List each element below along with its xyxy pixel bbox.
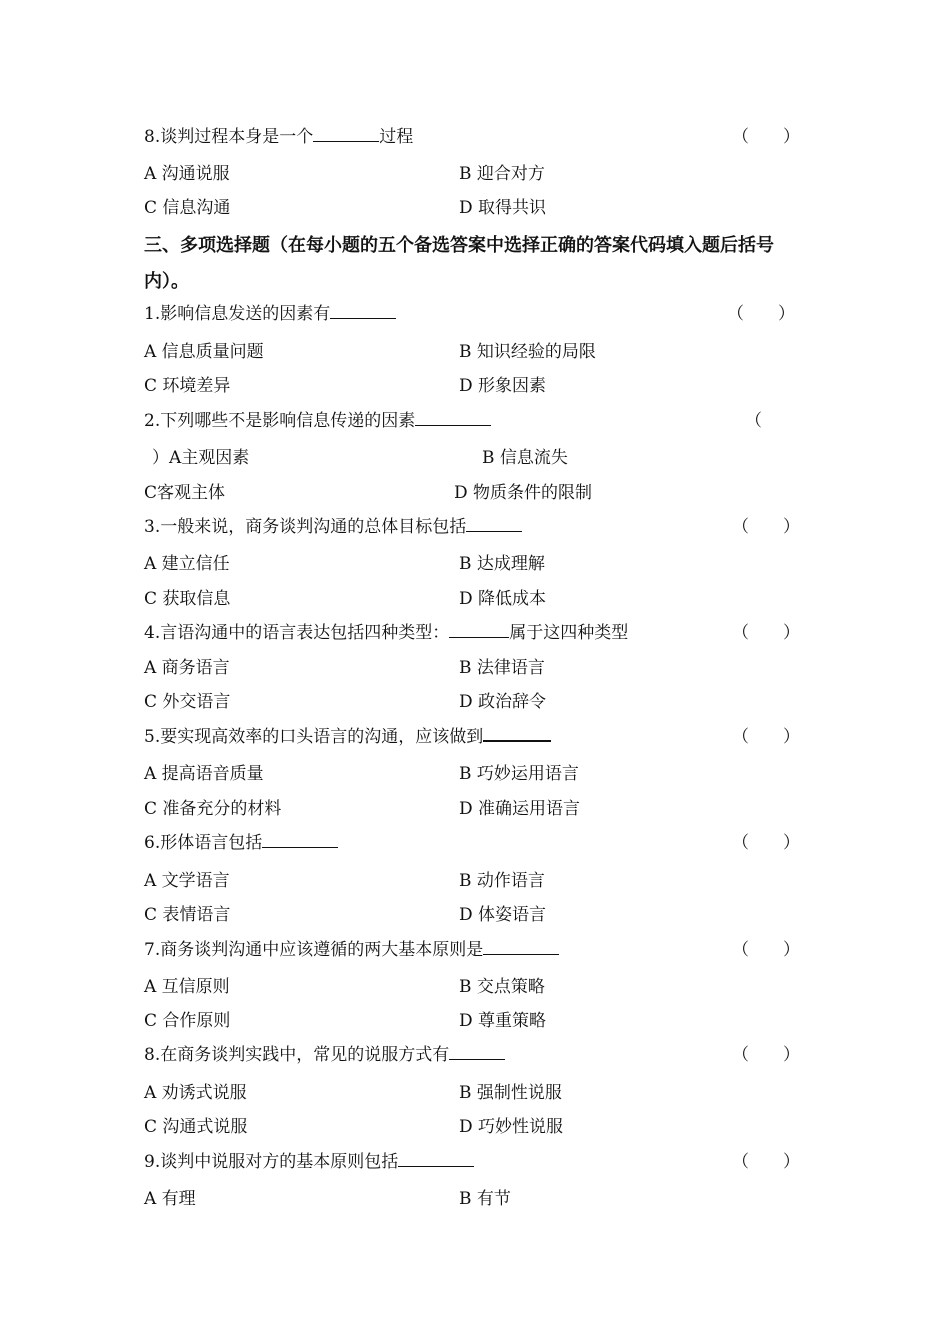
option-b: B 巧妙运用语言 <box>459 764 579 784</box>
option-c: C客观主体 <box>144 483 226 503</box>
answer-blank <box>449 623 509 638</box>
answer-parentheses: （ ） <box>727 304 795 324</box>
option-d: D 取得共识 <box>459 198 547 218</box>
option-c: C 沟通式说服 <box>144 1117 248 1137</box>
question-stem <box>144 1150 474 1174</box>
option-b: B 法律语言 <box>459 658 545 678</box>
answer-parentheses: （ ） <box>732 940 800 960</box>
answer-parentheses: （ ） <box>732 1045 800 1065</box>
answer-blank <box>483 940 559 955</box>
stem-text: 6.形体语言包括 <box>144 833 263 853</box>
option-b: B 达成理解 <box>459 554 545 574</box>
option-d: D 体姿语言 <box>459 905 547 925</box>
option-d: D 降低成本 <box>459 589 547 609</box>
option-d: D 巧妙性说服 <box>459 1117 564 1137</box>
answer-parentheses: （ ） <box>732 517 800 537</box>
stem-text: 过程 <box>379 127 414 147</box>
option-c: C 准备充分的材料 <box>144 799 282 819</box>
option-d: D 形象因素 <box>459 376 547 396</box>
option-a: A 互信原则 <box>144 977 230 997</box>
option-a: A 提高语音质量 <box>144 764 264 784</box>
section-heading: 三、多项选择题（在每小题的五个备选答案中选择正确的答案代码填入题后括号内）。 <box>144 235 774 292</box>
option-b: B 强制性说服 <box>459 1083 562 1103</box>
answer-blank <box>398 1152 474 1167</box>
answer-blank <box>313 127 379 142</box>
question-stem <box>144 831 338 855</box>
question-stem <box>144 409 491 433</box>
option-a: A 文学语言 <box>144 871 230 891</box>
question-stem <box>144 515 522 539</box>
question-stem <box>144 302 396 326</box>
option-c: C 表情语言 <box>144 905 231 925</box>
option-d: D 物质条件的限制 <box>454 483 593 503</box>
answer-parentheses: （ ） <box>732 127 800 147</box>
stem-text: 2.下列哪些不是影响信息传递的因素 <box>144 411 416 431</box>
option-a: A 商务语言 <box>144 658 230 678</box>
answer-blank <box>466 517 522 532</box>
stem-text: 9.谈判中说服对方的基本原则包括 <box>144 1152 399 1172</box>
option-a: A 建立信任 <box>144 554 230 574</box>
option-b: B 信息流失 <box>482 448 568 468</box>
option-d: D 准确运用语言 <box>459 799 581 819</box>
option-c: C 合作原则 <box>144 1011 231 1031</box>
stem-text: 8.在商务谈判实践中，常见的说服方式有 <box>144 1045 450 1065</box>
stem-text: 4.言语沟通中的语言表达包括四种类型： <box>144 623 450 643</box>
stem-text: 属于这四种类型 <box>509 623 629 643</box>
option-d: D 政治辞令 <box>459 692 547 712</box>
option-b: B 迎合对方 <box>459 164 545 184</box>
stem-text: 7.商务谈判沟通中应该遵循的两大基本原则是 <box>144 940 484 960</box>
option-c: C 外交语言 <box>144 692 231 712</box>
option-b: B 知识经验的局限 <box>459 342 596 362</box>
answer-blank <box>483 726 551 742</box>
stem-text: 1.影响信息发送的因素有 <box>144 304 331 324</box>
stem-text: 3.一般来说，商务谈判沟通的总体目标包括 <box>144 517 467 537</box>
option-c: C 获取信息 <box>144 589 231 609</box>
question-stem <box>144 938 559 962</box>
option-a: A 沟通说服 <box>144 164 230 184</box>
answer-blank <box>449 1045 505 1060</box>
option-c: C 环境差异 <box>144 376 231 396</box>
question-stem <box>144 621 628 645</box>
answer-parentheses: （ ） <box>732 1152 800 1172</box>
option-c: C 信息沟通 <box>144 198 231 218</box>
answer-parentheses: （ <box>745 411 762 431</box>
option-b: B 交点策略 <box>459 977 545 997</box>
question-stem <box>144 1043 505 1067</box>
option-a: ）A主观因素 <box>152 448 250 468</box>
option-a: A 信息质量问题 <box>144 342 264 362</box>
answer-blank <box>262 833 338 848</box>
answer-parentheses: （ ） <box>732 833 800 853</box>
question-stem <box>144 725 551 749</box>
stem-text: 5.要实现高效率的口头语言的沟通，应该做到 <box>144 727 484 747</box>
stem-text: 8.谈判过程本身是一个 <box>144 127 314 147</box>
answer-parentheses: （ ） <box>732 727 800 747</box>
option-a: A 有理 <box>144 1189 196 1209</box>
option-a: A 劝诱式说服 <box>144 1083 247 1103</box>
option-b: B 有节 <box>459 1189 511 1209</box>
answer-parentheses: （ ） <box>732 623 800 643</box>
option-b: B 动作语言 <box>459 871 545 891</box>
option-d: D 尊重策略 <box>459 1011 547 1031</box>
answer-blank <box>330 304 396 319</box>
question-stem <box>144 125 413 149</box>
answer-blank <box>415 411 491 426</box>
